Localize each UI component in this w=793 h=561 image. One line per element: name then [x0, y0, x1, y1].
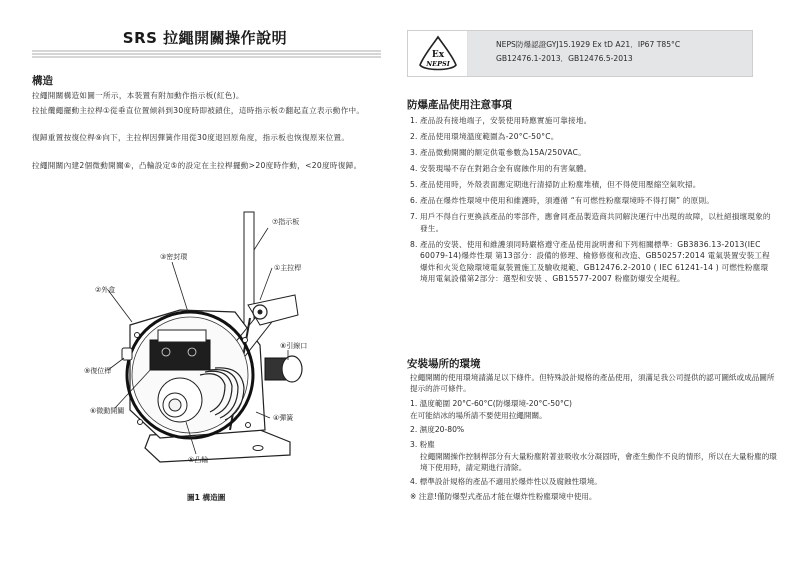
svg-text:NEPSI: NEPSI — [425, 59, 450, 68]
list-item: 4. 安裝現場不存在對鋁合金有腐蝕作用的有害氣體。 — [410, 164, 592, 173]
list-item: 1. 產品設有接地端子，安裝使用時應實施可靠接地。 — [410, 116, 592, 125]
structure-paragraph-2: 拉扯纜繩擺動主拉桿①從垂直位置傾斜到30度時即被鎖住，這時指示板⑦翻起直立表示動作中。 — [32, 106, 365, 115]
environment-intro: 拉繩開關的使用環境請滿足以下條件。但特殊設計規格的產品使用，須滿足我公司提供的認可圖紙或成品圖所提示的許可條件。 — [410, 373, 775, 393]
cert-line-2: GB12476.1-2013．GB12476.5-2013 — [496, 54, 633, 63]
structure-paragraph-3: 復歸重置按復位桿⑨向下，主拉桿因彈簧作用從30度退回原角度，指示板也恢復原來位置。 — [32, 133, 350, 142]
structure-diagram — [60, 200, 350, 470]
environment-item-temperature: 1. 溫度範圍 20°C-60°C(防爆環境-20°C-50°C) — [410, 398, 573, 408]
structure-heading: 構造 — [32, 75, 53, 87]
callout-seal-ring: ③密封環 — [160, 253, 188, 261]
list-item: 2. 產品使用環境溫度範圍為-20°C-50°C。 — [410, 132, 559, 141]
callout-reset-lever: ⑨復位桿 — [84, 367, 112, 375]
environment-item-dust-note: 拉繩開關操作控制桿部分有大量粉塵附著並吸收水分凝固時，會產生動作不良的情形，所以在大量粉塵的環境下使用時，請定期進行清除。 — [420, 451, 777, 472]
nepsi-ex-logo — [408, 31, 468, 76]
callout-main-lever: ①主拉桿 — [274, 264, 302, 272]
certification-box — [407, 30, 753, 77]
list-item: 7. 用戶不得自行更換該產品的零部件，應會同產品製造商共同解決運行中出現的故障，以杜絕損壞現象的發生。 — [410, 212, 771, 233]
callout-outer-box: ②外盒 — [95, 286, 116, 294]
callout-micro-switch: ⑥微動開關 — [90, 407, 125, 415]
environment-item-humidity: 2. 濕度20-80% — [410, 425, 465, 434]
list-item: 5. 產品使用時，外殼表面應定期進行清掃防止粉塵堆積，但不得使用壓縮空氣吹掃。 — [410, 180, 701, 189]
structure-paragraph-1: 拉繩開關構造如圖一所示，本裝置有附加動作指示板(紅色)。 — [32, 91, 244, 100]
ex-certification-icon — [416, 35, 460, 73]
environment-item-dust: 3. 粉塵 — [410, 439, 435, 449]
pull-cord-switch-illustration — [60, 200, 350, 470]
callout-spring: ④彈簧 — [273, 414, 294, 422]
environment-item-temperature-note: 在可能結冰的場所請不要使用拉繩開關。 — [410, 410, 547, 420]
precautions-list — [410, 115, 775, 289]
callout-indicator-plate: ⑦指示板 — [272, 218, 300, 226]
list-item: 8. 產品的安裝、使用和維護須同時嚴格遵守產品使用說明書和下列相關標準：GB3836.13-2013(IEC 60079-14)爆炸性環 第13部分：設備的修理、檢修修復和改造、GB50257:2014 電氣裝置安裝工程爆炸和火災危險環境電氣裝置施工及驗收規範、GB12476.2-2010 ( IEC 61241-14 ) 可燃性粉塵環境用電氣設備第2部分：選型和安裝 、GB15577-2007 粉塵防爆安全規程。 — [410, 239, 770, 283]
callout-lead-port: ⑧引線口 — [280, 342, 308, 350]
callout-cam: ⑤凸輪 — [188, 456, 209, 464]
environment-warning-note: ※ 注意!僅防爆型式產品才能在爆炸性粉塵環境中使用。 — [410, 491, 597, 501]
precautions-heading: 防爆產品使用注意事項 — [407, 99, 512, 111]
title-divider — [32, 50, 381, 61]
environment-item-corrosive: 4. 標準設計規格的產品不適用於爆炸性以及腐蝕性環境。 — [410, 477, 602, 486]
list-item: 6. 產品在爆炸性環境中使用和維護時，須遵循 “有可燃性粉塵環境時不得打開” 的原則。 — [410, 196, 715, 205]
environment-section — [410, 372, 780, 505]
environment-heading: 安裝場所的環境 — [407, 358, 481, 370]
cert-line-1: NEPS防爆認證GYJ15.1929 Ex tD A21．IP67 T85°C — [496, 40, 681, 49]
structure-paragraph-4: 拉繩開關內建2個微動開關⑥，凸輪設定⑤的設定在主拉桿擺動>20度時作動，<20度時復歸。 — [32, 161, 362, 170]
page-title: SRS 拉繩開關操作說明 — [122, 29, 288, 47]
list-item: 3. 產品微動開關的額定供電參數為15A/250VAC。 — [410, 148, 586, 157]
figure-caption: 圖1 構造圖 — [187, 493, 226, 502]
svg-text:Ex: Ex — [431, 49, 444, 60]
